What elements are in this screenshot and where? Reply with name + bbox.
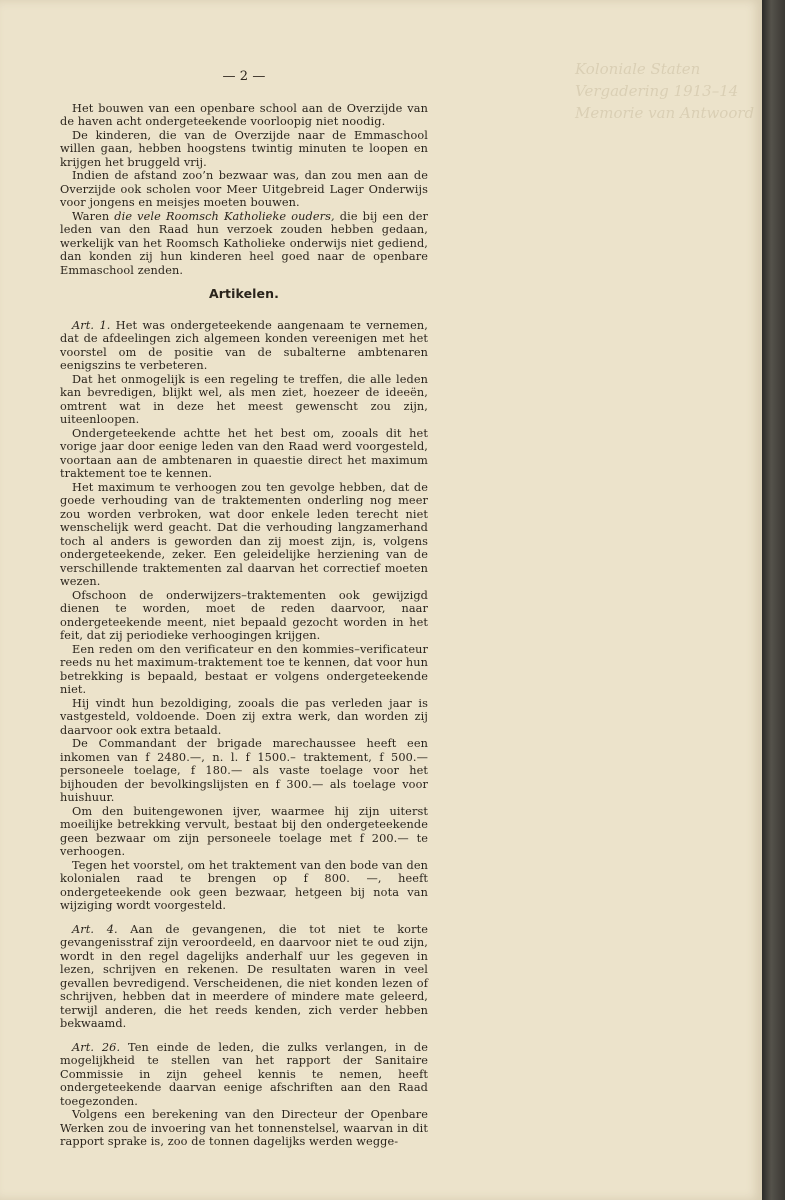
article-label: Art. 1.: [72, 318, 111, 332]
paragraph: Een reden om den verificateur en den kommies–verificateur reeds nu het maximum-traktement toe te kennen, dat voor hun betrekking is bepaald, bestaat er volgens ondergeteekende niet.: [60, 642, 428, 696]
page-content: [60, 70, 428, 1149]
paragraph: Het bouwen van een openbare school aan de Overzijde van de haven acht ondergeteekende voorloopig niet noodig.: [60, 101, 428, 128]
article-label: Art. 26.: [72, 1040, 121, 1054]
paragraph: De Commandant der brigade marechaussee heeft een inkomen van f 2480.—, n. l. f 1500.– traktement, f 500.— personeele toelage, f 180.— als vaste toelage voor het bijhouden der bevolkingslijsten en f 300.— als toelage voor huishuur.: [60, 737, 428, 804]
italic-phrase: die vele Roomsch Katholieke ouders,: [114, 209, 335, 223]
paragraph: Tegen het voorstel, om het traktement van den bode van den kolonialen raad te brengen op f 800. —, heeft ondergeteekende ook geen bezwaar, hetgeen bij nota van wijziging wordt voorgesteld.: [60, 858, 428, 912]
paragraph: Het maximum te verhoogen zou ten gevolge hebben, dat de goede verhouding van de traktementen onderling nog meer zou worden verbroken, wat door enkele leden terecht niet wenschelijk werd geacht. Dat die verhouding langzamerhand toch al anders is geworden dan zij moest zijn, is, volgens ondergeteekende, zeker. Een geleidelijke herziening van de verschillende traktementen zal daarvan het correctief moeten wezen.: [60, 480, 428, 588]
paragraph: Dat het onmogelijk is een regeling te treffen, die alle leden kan bevredigen, blijkt wel, als men ziet, hoezeer de ideeën, omtrent wat in deze het meest gewenscht zou zijn, uiteenloopen.: [60, 372, 428, 426]
article-paragraph: [60, 923, 428, 1031]
paragraph: Ondergeteekende achtte het het best om, zooals dit het vorige jaar door eenige leden van den Raad werd voorgesteld, voortaan aan de ambtenaren in quaestie direct het maximum traktement toe te kennen.: [60, 426, 428, 480]
article-paragraph: [60, 1041, 428, 1109]
text-run: die bij een der leden van den Raad hun verzoek zouden hebben gedaan, werkelijk van het Roomsch Katholieke onderwijs niet gediend, dan konden zij hun kinderen heel goed naar de openbare Emmaschool zenden.: [60, 209, 428, 277]
article-paragraph: [60, 319, 428, 373]
paragraph: Hij vindt hun bezoldiging, zooals die pas verleden jaar is vastgesteld, voldoende. Doen zij extra werk, dan worden zij daarvoor ook extra betaald.: [60, 696, 428, 737]
paragraph: De kinderen, die van de Overzijde naar de Emmaschool willen gaan, hebben hoogstens twintig minuten te loopen en krijgen het bruggeld vrij.: [60, 128, 428, 169]
text-run: Het was ondergeteekende aangenaam te vernemen, dat de afdeelingen zich algemeen konden vereenigen met het voorstel om de positie van de subalterne ambtenaren eenigszins te verbeteren.: [60, 318, 428, 372]
paragraph: Indien de afstand zoo’n bezwaar was, dan zou men aan de Overzijde ook scholen voor Meer Uitgebreid Lager Onderwijs voor jongens en meisjes moeten bouwen.: [60, 169, 428, 209]
text-run: Ten einde de leden, die zulks verlangen, in de mogelijkheid te stellen van het rapport der Sanitaire Commissie in zijn geheel kennis te nemen, heeft ondergeteekende daarvan eenige afschriften aan den Raad toegezonden.: [60, 1040, 429, 1108]
article-label: Art. 4.: [72, 922, 118, 936]
paragraph: [60, 210, 428, 278]
paragraph: Om den buitengewonen ijver, waarmee hij zijn uiterst moeilijke betrekking vervult, bestaat bij den ondergeteekende geen bezwaar om zijn personeele toelage met f 200.— te verhoogen.: [60, 804, 428, 858]
text-run: Aan de gevangenen, die tot niet te korte gevangenisstraf zijn veroordeeld, en daarvoor niet te oud zijn, wordt in den regel dagelijks anderhalf uur les gegeven in lezen, schrijven en rekenen. De resultaten waren in veel gevallen bevredigend. Verscheidenen, die niet konden lezen of schrijven, hebben dat in meerdere of mindere mate geleerd, terwijl anderen, die het reeds kenden, zich verder hebben bekwaamd.: [60, 922, 428, 1030]
page-number: — 2 —: [222, 69, 266, 84]
bleed-through-text: Koloniale Staten Vergadering 1913–14 Memorie van Antwoord: [575, 60, 755, 122]
section-heading: Artikelen.: [209, 286, 279, 301]
paragraph: Ofschoon de onderwijzers–traktementen ook gewijzigd dienen te worden, moet de reden daarvoor, naar ondergeteekende meent, niet bepaald gezocht worden in het feit, dat zij periodieke verhoogingen krijgen.: [60, 588, 428, 642]
paragraph: Volgens een berekening van den Directeur der Openbare Werken zou de invoering van het tonnenstelsel, waarvan in dit rapport sprake is, zoo de tonnen dagelijks werden wegge-: [60, 1108, 428, 1148]
text-run: Waren: [72, 209, 115, 223]
scan-border: [762, 0, 785, 1200]
